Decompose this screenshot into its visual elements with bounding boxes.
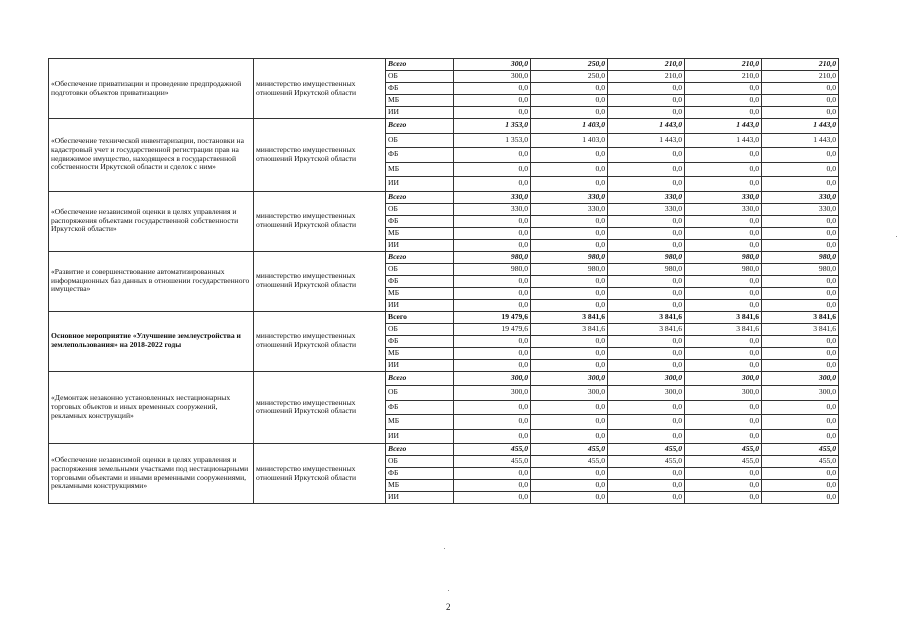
amount-cell: 0,0 — [531, 400, 608, 415]
table-row — [49, 59, 839, 71]
amount-cell: 0,0 — [685, 95, 762, 107]
amount-cell: 980,0 — [685, 263, 762, 275]
amount-cell: 300,0 — [762, 371, 839, 386]
funding-source: Всего — [386, 59, 454, 71]
amount-cell: 330,0 — [685, 203, 762, 215]
amount-cell: 0,0 — [454, 400, 531, 415]
amount-cell: 0,0 — [531, 335, 608, 347]
amount-cell: 300,0 — [685, 371, 762, 386]
amount-cell: 0,0 — [531, 107, 608, 119]
amount-cell: 3 841,6 — [762, 311, 839, 323]
amount-cell: 210,0 — [685, 71, 762, 83]
amount-cell: 330,0 — [608, 203, 685, 215]
amount-cell: 0,0 — [685, 107, 762, 119]
amount-cell: 0,0 — [762, 468, 839, 480]
activity-name: «Обеспечение приватизации и проведение предпродажной подготовки объектов приватизации» — [49, 59, 254, 119]
amount-cell: 300,0 — [454, 386, 531, 401]
amount-cell: 0,0 — [454, 480, 531, 492]
amount-cell: 0,0 — [762, 95, 839, 107]
funding-source: Всего — [386, 251, 454, 263]
amount-cell: 250,0 — [531, 59, 608, 71]
funding-source: ФБ — [386, 400, 454, 415]
amount-cell: 0,0 — [685, 335, 762, 347]
amount-cell: 980,0 — [685, 251, 762, 263]
amount-cell: 300,0 — [608, 386, 685, 401]
amount-cell: 0,0 — [608, 107, 685, 119]
amount-cell: 3 841,6 — [531, 311, 608, 323]
amount-cell: 0,0 — [454, 429, 531, 444]
amount-cell: 210,0 — [762, 71, 839, 83]
amount-cell: 300,0 — [685, 386, 762, 401]
amount-cell: 0,0 — [762, 227, 839, 239]
amount-cell: 0,0 — [685, 429, 762, 444]
amount-cell: 0,0 — [454, 299, 531, 311]
amount-cell: 0,0 — [608, 400, 685, 415]
funding-source: Всего — [386, 191, 454, 203]
funding-source: ИИ — [386, 177, 454, 192]
amount-cell: 455,0 — [454, 456, 531, 468]
funding-source: ФБ — [386, 83, 454, 95]
amount-cell: 0,0 — [762, 107, 839, 119]
amount-cell: 0,0 — [531, 148, 608, 163]
amount-cell: 3 841,6 — [762, 323, 839, 335]
page-number: 2 — [446, 602, 451, 612]
amount-cell: 980,0 — [608, 251, 685, 263]
amount-cell: 330,0 — [454, 191, 531, 203]
amount-cell: 330,0 — [608, 191, 685, 203]
amount-cell: 0,0 — [454, 95, 531, 107]
amount-cell: 0,0 — [762, 335, 839, 347]
amount-cell: 0,0 — [608, 177, 685, 192]
amount-cell: 210,0 — [608, 71, 685, 83]
amount-cell: 0,0 — [531, 429, 608, 444]
amount-cell: 0,0 — [685, 400, 762, 415]
activity-name: «Обеспечение независимой оценки в целях управления и распоряжения земельными участками под нестационарными торговыми объектами и иными временными сооружениями, рекламными конструкциями» — [49, 444, 254, 504]
amount-cell: 3 841,6 — [531, 323, 608, 335]
amount-cell: 0,0 — [685, 299, 762, 311]
amount-cell: 0,0 — [762, 162, 839, 177]
budget-table — [48, 58, 839, 504]
funding-source: ФБ — [386, 468, 454, 480]
amount-cell: 0,0 — [685, 239, 762, 251]
amount-cell: 0,0 — [454, 148, 531, 163]
amount-cell: 1 443,0 — [762, 119, 839, 134]
executor: министерство имущественных отношений Иркутской области — [254, 191, 386, 251]
amount-cell: 19 479,6 — [454, 311, 531, 323]
table-row — [49, 444, 839, 456]
amount-cell: 0,0 — [608, 162, 685, 177]
amount-cell: 0,0 — [454, 227, 531, 239]
amount-cell: 980,0 — [608, 263, 685, 275]
funding-source: ИИ — [386, 359, 454, 371]
executor: министерство имущественных отношений Иркутской области — [254, 371, 386, 444]
amount-cell: 0,0 — [608, 227, 685, 239]
activity-name: «Развитие и совершенствование автоматизированных информационных баз данных в отношении государственного имущества» — [49, 251, 254, 311]
scan-speck — [448, 590, 449, 591]
amount-cell: 0,0 — [762, 83, 839, 95]
amount-cell: 0,0 — [762, 415, 839, 430]
amount-cell: 0,0 — [454, 335, 531, 347]
amount-cell: 0,0 — [762, 480, 839, 492]
amount-cell: 0,0 — [762, 215, 839, 227]
funding-source: ФБ — [386, 148, 454, 163]
funding-source: ОБ — [386, 323, 454, 335]
funding-source: Всего — [386, 119, 454, 134]
funding-source: МБ — [386, 415, 454, 430]
amount-cell: 0,0 — [531, 239, 608, 251]
amount-cell: 3 841,6 — [685, 311, 762, 323]
amount-cell: 0,0 — [762, 400, 839, 415]
funding-source: МБ — [386, 95, 454, 107]
amount-cell: 0,0 — [685, 415, 762, 430]
amount-cell: 1 443,0 — [762, 133, 839, 148]
amount-cell: 0,0 — [454, 177, 531, 192]
amount-cell: 330,0 — [762, 203, 839, 215]
amount-cell: 455,0 — [685, 444, 762, 456]
amount-cell: 0,0 — [531, 83, 608, 95]
activity-name: «Демонтаж незаконно установленных нестационарных торговых объектов и иных временных сооружений, рекламных конструкций» — [49, 371, 254, 444]
amount-cell: 300,0 — [608, 371, 685, 386]
funding-source: ОБ — [386, 456, 454, 468]
executor: министерство имущественных отношений Иркутской области — [254, 119, 386, 192]
scan-speck — [896, 236, 897, 237]
amount-cell: 0,0 — [608, 239, 685, 251]
amount-cell: 0,0 — [454, 492, 531, 504]
amount-cell: 0,0 — [531, 492, 608, 504]
funding-source: ИИ — [386, 492, 454, 504]
amount-cell: 0,0 — [531, 359, 608, 371]
amount-cell: 330,0 — [762, 191, 839, 203]
amount-cell: 980,0 — [454, 263, 531, 275]
amount-cell: 0,0 — [454, 468, 531, 480]
amount-cell: 0,0 — [762, 239, 839, 251]
amount-cell: 0,0 — [762, 148, 839, 163]
amount-cell: 0,0 — [685, 177, 762, 192]
table-row — [49, 371, 839, 386]
amount-cell: 455,0 — [454, 444, 531, 456]
funding-source: МБ — [386, 162, 454, 177]
amount-cell: 0,0 — [531, 287, 608, 299]
amount-cell: 300,0 — [531, 386, 608, 401]
amount-cell: 980,0 — [762, 263, 839, 275]
amount-cell: 1 353,0 — [454, 133, 531, 148]
funding-source: ФБ — [386, 275, 454, 287]
amount-cell: 0,0 — [762, 359, 839, 371]
amount-cell: 330,0 — [531, 191, 608, 203]
activity-name: Основное мероприятие «Улучшение землеустройства и землепользования» на 2018-2022 годы — [49, 311, 254, 371]
budget-table-body — [49, 59, 839, 504]
amount-cell: 455,0 — [608, 444, 685, 456]
amount-cell: 455,0 — [608, 456, 685, 468]
scan-speck — [444, 548, 445, 549]
amount-cell: 0,0 — [531, 177, 608, 192]
amount-cell: 250,0 — [531, 71, 608, 83]
amount-cell: 210,0 — [608, 59, 685, 71]
funding-source: ОБ — [386, 263, 454, 275]
amount-cell: 0,0 — [531, 347, 608, 359]
amount-cell: 0,0 — [454, 162, 531, 177]
amount-cell: 300,0 — [454, 71, 531, 83]
amount-cell: 3 841,6 — [608, 323, 685, 335]
amount-cell: 210,0 — [685, 59, 762, 71]
amount-cell: 3 841,6 — [608, 311, 685, 323]
executor: министерство имущественных отношений Иркутской области — [254, 59, 386, 119]
amount-cell: 455,0 — [762, 444, 839, 456]
funding-source: ИИ — [386, 239, 454, 251]
amount-cell: 0,0 — [454, 239, 531, 251]
amount-cell: 1 443,0 — [685, 119, 762, 134]
table-row — [49, 119, 839, 134]
funding-source: ФБ — [386, 215, 454, 227]
amount-cell: 1 403,0 — [531, 119, 608, 134]
amount-cell: 330,0 — [454, 203, 531, 215]
amount-cell: 330,0 — [531, 203, 608, 215]
funding-source: ОБ — [386, 133, 454, 148]
amount-cell: 0,0 — [608, 335, 685, 347]
amount-cell: 0,0 — [608, 299, 685, 311]
amount-cell: 300,0 — [762, 386, 839, 401]
amount-cell: 455,0 — [531, 456, 608, 468]
amount-cell: 0,0 — [531, 95, 608, 107]
amount-cell: 0,0 — [608, 492, 685, 504]
amount-cell: 0,0 — [685, 347, 762, 359]
amount-cell: 3 841,6 — [685, 323, 762, 335]
amount-cell: 0,0 — [685, 215, 762, 227]
amount-cell: 0,0 — [685, 148, 762, 163]
amount-cell: 980,0 — [531, 251, 608, 263]
funding-source: ИИ — [386, 429, 454, 444]
amount-cell: 0,0 — [454, 359, 531, 371]
amount-cell: 0,0 — [531, 480, 608, 492]
amount-cell: 0,0 — [531, 227, 608, 239]
amount-cell: 455,0 — [762, 456, 839, 468]
amount-cell: 0,0 — [531, 215, 608, 227]
amount-cell: 1 403,0 — [531, 133, 608, 148]
funding-source: МБ — [386, 287, 454, 299]
amount-cell: 330,0 — [685, 191, 762, 203]
amount-cell: 0,0 — [531, 415, 608, 430]
amount-cell: 455,0 — [531, 444, 608, 456]
amount-cell: 0,0 — [608, 275, 685, 287]
amount-cell: 300,0 — [454, 59, 531, 71]
amount-cell: 0,0 — [454, 107, 531, 119]
executor: министерство имущественных отношений Иркутской области — [254, 251, 386, 311]
amount-cell: 0,0 — [685, 83, 762, 95]
funding-source: МБ — [386, 227, 454, 239]
amount-cell: 0,0 — [685, 492, 762, 504]
amount-cell: 0,0 — [762, 287, 839, 299]
amount-cell: 19 479,6 — [454, 323, 531, 335]
amount-cell: 0,0 — [454, 275, 531, 287]
amount-cell: 0,0 — [454, 215, 531, 227]
amount-cell: 0,0 — [608, 83, 685, 95]
funding-source: ФБ — [386, 335, 454, 347]
funding-source: ОБ — [386, 203, 454, 215]
activity-name: «Обеспечение технической инвентаризации, постановки на кадастровый учет и государственной регистрации прав на недвижимое имущество, находящееся в государственной собственности Иркутской области и сделок с ним» — [49, 119, 254, 192]
amount-cell: 0,0 — [762, 429, 839, 444]
funding-source: ИИ — [386, 299, 454, 311]
amount-cell: 980,0 — [531, 263, 608, 275]
amount-cell: 0,0 — [454, 83, 531, 95]
funding-source: Всего — [386, 371, 454, 386]
amount-cell: 0,0 — [608, 480, 685, 492]
funding-source: ИИ — [386, 107, 454, 119]
funding-source: Всего — [386, 311, 454, 323]
amount-cell: 0,0 — [762, 177, 839, 192]
amount-cell: 0,0 — [608, 429, 685, 444]
amount-cell: 1 353,0 — [454, 119, 531, 134]
amount-cell: 0,0 — [608, 468, 685, 480]
amount-cell: 0,0 — [608, 287, 685, 299]
amount-cell: 0,0 — [608, 347, 685, 359]
amount-cell: 0,0 — [608, 95, 685, 107]
amount-cell: 0,0 — [608, 148, 685, 163]
amount-cell: 300,0 — [531, 371, 608, 386]
amount-cell: 0,0 — [762, 275, 839, 287]
amount-cell: 0,0 — [454, 415, 531, 430]
amount-cell: 0,0 — [685, 275, 762, 287]
amount-cell: 0,0 — [762, 347, 839, 359]
amount-cell: 0,0 — [685, 227, 762, 239]
table-row — [49, 251, 839, 263]
amount-cell: 455,0 — [685, 456, 762, 468]
amount-cell: 300,0 — [454, 371, 531, 386]
amount-cell: 0,0 — [531, 275, 608, 287]
amount-cell: 0,0 — [531, 162, 608, 177]
funding-source: ОБ — [386, 71, 454, 83]
executor: министерство имущественных отношений Иркутской области — [254, 311, 386, 371]
amount-cell: 0,0 — [762, 492, 839, 504]
funding-source: МБ — [386, 347, 454, 359]
amount-cell: 1 443,0 — [685, 133, 762, 148]
amount-cell: 980,0 — [762, 251, 839, 263]
amount-cell: 0,0 — [608, 359, 685, 371]
amount-cell: 0,0 — [454, 287, 531, 299]
amount-cell: 0,0 — [454, 347, 531, 359]
amount-cell: 1 443,0 — [608, 133, 685, 148]
amount-cell: 0,0 — [685, 468, 762, 480]
activity-name: «Обеспечение независимой оценки в целях управления и распоряжения объектами государственной собственности Иркутской области» — [49, 191, 254, 251]
amount-cell: 0,0 — [685, 480, 762, 492]
amount-cell: 980,0 — [454, 251, 531, 263]
funding-source: МБ — [386, 480, 454, 492]
amount-cell: 0,0 — [608, 415, 685, 430]
table-row — [49, 311, 839, 323]
amount-cell: 210,0 — [762, 59, 839, 71]
amount-cell: 0,0 — [762, 299, 839, 311]
table-row — [49, 191, 839, 203]
executor: министерство имущественных отношений Иркутской области — [254, 444, 386, 504]
amount-cell: 0,0 — [531, 299, 608, 311]
funding-source: ОБ — [386, 386, 454, 401]
amount-cell: 0,0 — [685, 162, 762, 177]
amount-cell: 0,0 — [685, 359, 762, 371]
amount-cell: 1 443,0 — [608, 119, 685, 134]
amount-cell: 0,0 — [608, 215, 685, 227]
amount-cell: 0,0 — [531, 468, 608, 480]
funding-source: Всего — [386, 444, 454, 456]
amount-cell: 0,0 — [685, 287, 762, 299]
